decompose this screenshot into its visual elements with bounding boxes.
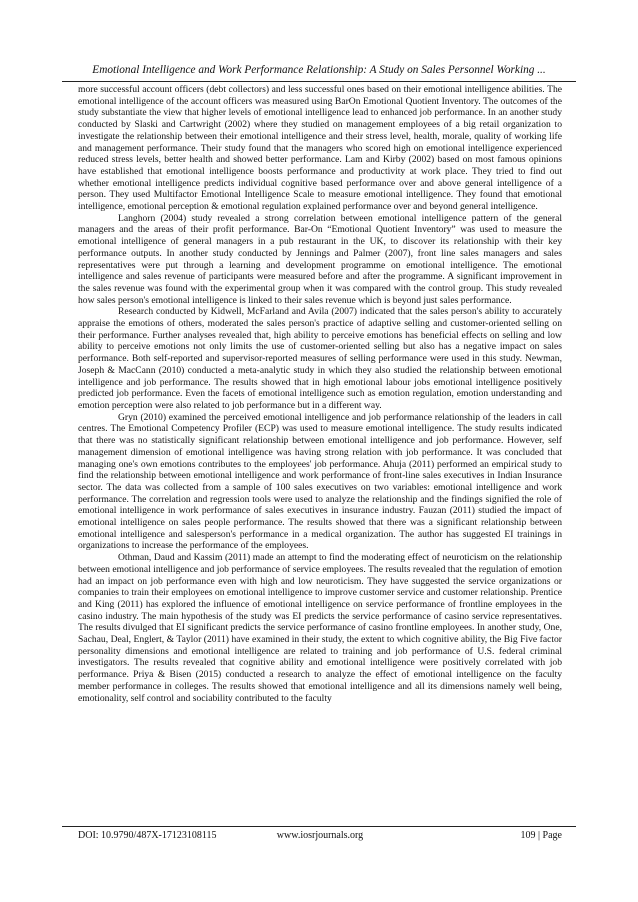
- paragraph-gryn: Gryn (2010) examined the perceived emotional intelligence and job performance relationship of the leaders in call centres. The Emotional Competency Profiler (ECP) was used to measure emotional intelligence. The study results indicated that there was no statistically significant relationship between emotional intelligence and job performance. However, self management dimension of emotional intelligence was having strong relation with job performance. It was concluded that managing one's own emotions contributes to the employees' job performance. Ahuja (2011) performed an empirical study to find the relationship between emotional intelligence and work performance of front-line sales executives in Indian Insurance sector. The data was collected from a sample of 100 sales executives on two variables: emotional intelligence and work performance. The correlation and regression tools were used to analyze the relationship and the findings signified the role of emotional intelligence in work performance of sales executives in insurance industry. Fauzan (2011) studied the impact of emotional intelligence on sales people performance. The results showed that there was a significant relationship between emotional intelligence and salesperson's performance in a medical organization. The author has suggested EI trainings in organizations to increase the performance of the employees.: [78, 411, 562, 552]
- footer-rule: [62, 826, 576, 827]
- page-footer: [78, 829, 562, 843]
- footer-website: www.iosrjournals.org: [276, 830, 364, 841]
- paragraph-othman: Othman, Daud and Kassim (2011) made an attempt to find the moderating effect of neuroticism on the relationship between emotional intelligence and job performance of service employees. The results revealed that the regulation of emotion had an impact on job performance even with high and low neuroticism. They have suggested the service organizations or companies to train their employees on emotional intelligence to improve customer service and customer relationship. Prentice and King (2011) has explored the influence of emotional intelligence on service performance of frontline employees in the casino industry. The main hypothesis of the study was EI predicts the service performance of casino service representatives. The results divulged that EI significant predicts the service performance of casino frontline employees. In another study, One, Sachau, Deal, Englert, & Taylor (2011) have examined in their study, the extent to which cognitive ability, the Big Five factor personality dimensions and emotional intelligence are related to training and job performance of U.S. federal criminal investigators. The results revealed that cognitive ability and emotional intelligence were positively correlated with job performance. Priya & Bisen (2015) conducted a research to analyze the effect of emotional intelligence on the faculty member performance in colleges. The results showed that emotional intelligence and all its dimensions namely well being, emotionality, self control and sociability contributed to the faculty: [78, 552, 562, 704]
- paragraph-kidwell: Research conducted by Kidwell, McFarland and Avila (2007) indicated that the sales person's ability to accurately appraise the emotions of others, moderated the sales person's practice of adaptive selling and customer-oriented selling on their performance. Further analyses revealed that, high ability to perceive emotions has beneficial effects on selling and low ability to perceive emotions not only limits the use of customer-oriented selling but also has a negative impact on sales performance. Both self-reported and supervisor-reported measures of selling performance were used in this study. Newman, Joseph & MacCann (2010) conducted a meta-analytic study in which they also studied the relationship between emotional intelligence and job performance. The results showed that in high emotional labour jobs emotional intelligence positively predicted job performance. Even the facets of emotional intelligence such as emotion regulation, emotion understanding and emotion perception were also related to job performance but in a different way.: [78, 306, 562, 411]
- article-body: [78, 84, 562, 822]
- header-rule: [62, 81, 576, 82]
- paragraph-langhorn: Langhorn (2004) study revealed a strong correlation between emotional intelligence pattern of the general managers and the areas of their profit performance. Bar-On “Emotional Quotient Inventory” was used to measure the emotional intelligence of general managers in a pub restaurant in the UK, to discover its relationship with their key performance outputs. In another study conducted by Jennings and Palmer (2007), front line sales managers and sales representatives were put through a learning and development programme on emotional intelligence. The emotional intelligence and sales revenue of participants were measured before and after the programme. A significant improvement in the sales revenue was found with the experimental group when it was compared with the control group. This study revealed how sales person's emotional intelligence is linked to their sales revenue which is beyond just sales performance.: [78, 212, 562, 306]
- paragraph-continued: more successful account officers (debt collectors) and less successful ones based on their emotional intelligence abilities. The emotional intelligence of the account officers was measured using BarOn Emotional Quotient Inventory. The outcomes of the study substantiate the view that higher levels of emotional intelligence lead to enhanced job performance. In an another study conducted by Slaski and Cartwright (2002) where they studied on management employees of a big retail organization to investigate the relationship between their emotional intelligence and their stress level, health, morale, quality of working life and management performance. Their study found that the managers who scored high on emotional intelligence experienced reduced stress levels, better health and showed better performance. Lam and Kirby (2002) based on most famous opinions have established that emotional intelligence boosts performance and productivity at work place. They tried to find out whether emotional intelligence predicts individual cognitive based performance over and above general intelligence of a person. They used Multifactor Emotional Intelligence Scale to measure emotional intelligence. They found that emotional intelligence, emotional perception & emotional regulation explained performance over and beyond general intelligence.: [78, 84, 562, 213]
- footer-page-number: 109 | Page: [520, 830, 562, 841]
- running-head: Emotional Intelligence and Work Performance Relationship: A Study on Sales Personnel Working ...: [92, 64, 546, 76]
- footer-doi: DOI: 10.9790/487X-17123108115: [78, 830, 217, 841]
